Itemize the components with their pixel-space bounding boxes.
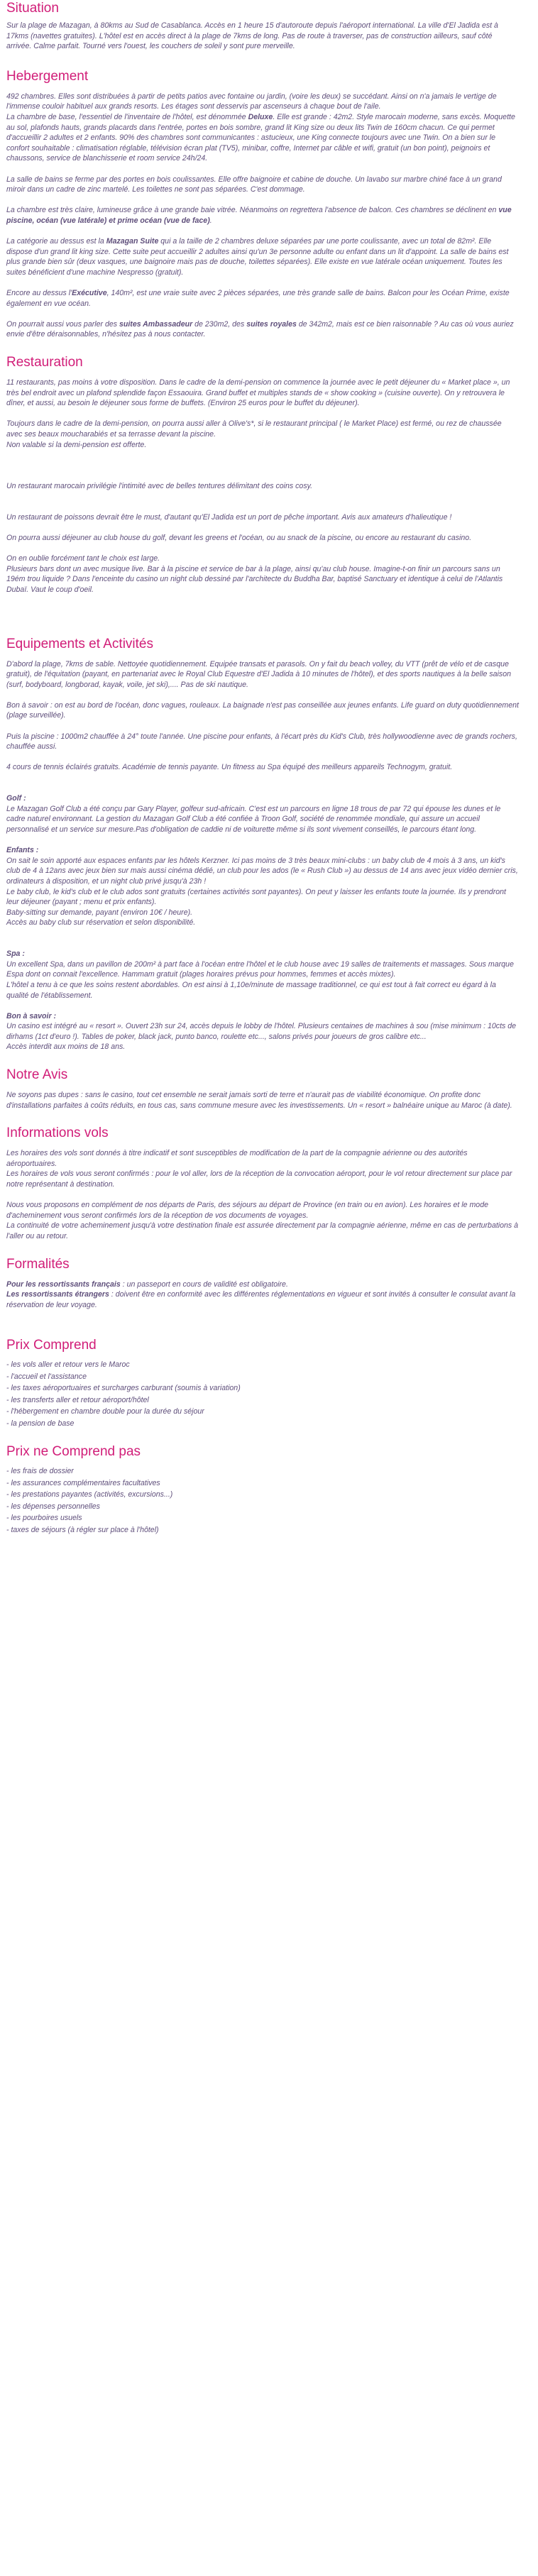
hebergement-text-4 [6,205,519,226]
section-prix-ne-comprend [6,1443,519,1536]
restauration-text-5: Un restaurant de poissons devrait être le must, d'autant qu'El Jadida est un port de pêche important. Avis aux amateurs d'halieutique ! [6,512,452,522]
room-type-deluxe: Deluxe [248,112,273,121]
enfants-heading-label: Enfants : [6,846,39,855]
golf-heading [6,793,519,804]
enfants-text-1: On sait le soin apporté aux espaces enfants par les hôtels Kerzner. Ici pas moins de 3 très beaux mini-clubs : un baby club de 4 mois à 3 ans, un kid's club de 4 à 12ans avec jeux bien sur mais aussi cinéma dédié, un club pour les ados (le « Rush Club ») au dessus de 14 ans avec jeux vidéo dernier cris, ordinateurs à disposition, et un night club privé jusqu'à 23h ! [6,856,518,886]
section-vols [6,1125,519,1241]
list-item: - les vols aller et retour vers le Maroc [6,1360,130,1370]
golf-text: Le Mazagan Golf Club a été conçu par Gary Player, golfeur sud-africain. C'est est un parcours en ligne 18 trous de par 72 qui épouse les dunes et le cadre naturel environnant. La gestion du Mazagan Golf Club a été confiée à Troon Golf, société de renommée mondiale, qui assure un accueil personnalisé et un service sur mesure.Pas d'obligation de caddie ni de voiturette même si ils sont vivement conseillés, le parcours étant long. [6,804,501,834]
section-title-vols: Informations vols [6,1125,109,1141]
section-title-equipements: Equipements et Activités [6,636,153,651]
vols-text-2: Les horaires de vols vous seront confirmés : pour le vol aller, lors de la réception de la convocation aéroport, pour le vol retour directement sur place par notre représentant à destination. [6,1169,512,1189]
enfants-heading [6,845,519,856]
hebergement-text-1: 492 chambres. Elles sont distribuées à partir de petits patios avec fontaine ou jardin, (voire les deux) se succédant. Ainsi on n'a jamais le vertige de l'immense couloir habituel aux grands resorts. Les étages sont desservis par ascenseurs à chaque bout de l'aile. [6,92,497,111]
section-avis [6,1067,519,1111]
bon-a-savoir-heading [6,1011,519,1022]
hebergement-text-3: La salle de bains se ferme par des portes en bois coulissantes. Elle offre baignoire et cabine de douche. Un lavabo sur marbre chiné face à un grand miroir dans un cadre de zinc martelé. Les toilettes ne sont pas séparées. C'est dommage. [6,175,502,194]
section-prix-comprend [6,1337,519,1429]
restauration-text-6: On pourra aussi déjeuner au club house du golf, devant les greens et l'océan, ou au snack de la piscine, ou encore au restaurant du casino. [6,533,472,542]
restauration-text-3: Non valable si la demi-pension est offerte. [6,440,147,449]
text-span: La chambre est très claire, lumineuse grâce à une grande baie vitrée. Néanmoins on regrettera l'absence de balcon. Ces chambres se déclinent en [6,206,499,215]
spa-text-1: Un excellent Spa, dans un pavillon de 200m² à part face à l'océan entre l'hôtel et le club house avec 19 salles de traitements et massages. Sous marque Espa dont on connait l'excellence. Hammam gratuit (plages horaires prévus pour hommes, femmes et accès mixtes). [6,959,514,979]
equipements-text-2: Bon à savoir : on est au bord de l'océan, donc vagues, rouleaux. La baignade n'est pas conseillée aux jeunes enfants. Life guard on duty quotidiennement (plage surveillée). [6,700,519,720]
room-type-ambassadeur: suites Ambassadeur [119,319,193,329]
text-span: La chambre de base, l'essentiel de l'inventaire de l'hôtel, est dénommée [6,112,248,121]
text-span: La catégorie au dessus est la [6,237,106,246]
equipements-text-1: D'abord la plage, 7kms de sable. Nettoyée quotidiennement. Equipée transats et parasols. On y fait du beach volley, du VTT (prêt de vélo et de casque gratuit), de l'équitation (payant, en partenariat avec le Royal Club Equestre d'El Jadida à 10 minutes de l'hôtel), et des sports nautiques à la belle saison (surf, bodyboard, longborad, kayak, voile, jet ski),.... Pas de ski nautique. [6,659,511,689]
formalites-text-1 [6,1279,519,1290]
text-span: de 342m2, mais est ce bien raisonnable ? Au cas où vous auriez envie d'être déraisonnables, n'hésitez pas à nous contacter. [6,319,514,339]
section-title-prix-ne-comprend: Prix ne Comprend pas [6,1444,141,1460]
list-item: - les prestations payantes (activités, excursions...) [6,1490,173,1499]
section-title-avis: Notre Avis [6,1067,68,1083]
list-item: - les taxes aéroportuaires et surcharges carburant (soumis à variation) [6,1384,241,1393]
section-title-hebergement: Hebergement [6,68,89,84]
equipements-text-4: 4 cours de tennis éclairés gratuits. Académie de tennis payante. Un fitness au Spa équipé des meilleurs appareils Technogym, gratuit. [6,763,453,772]
room-type-royale: suites royales [246,319,297,329]
equipements-text-3: Puis la piscine : 1000m2 chauffée à 24° toute l'année. Une piscine pour enfants, à l'écart près du Kid's Club, très hollywoodienne avec de grands rochers, chauffée aussi. [6,732,517,752]
enfants-text-2: Le baby club, le kid's club et le club ados sont gratuits (certaines activités sont payantes). On peut y laisser les enfants toute la journée. Ils y prendront leur déjeuner (payant ; menu et prix enfants). [6,887,506,907]
text-span: . Elle est grande : 42m2. Style marocain moderne, sans excès. Moquette au sol, plafonds hauts, grands placards dans l'entrée, portes en bois sombre, grand lit King size ou deux lits Twin de 160cm chacun. Ce qui permet d'accueillir 2 adultes et 2 enfants. 90% des chambres sont communicantes : astucieux, une King connecte toujours avec une Twin. On a bien sur le confort souhaitable : climatisation réglable, télévision écran plat (TV5), minibar, coffre, Internet par câble et wifi, gratuit (un bon point), peignoirs et chaussons, service de blanchisserie et room service 24h/24. [6,112,515,163]
text-span: . [209,216,212,225]
list-item: - les assurances complémentaires facultatives [6,1478,160,1487]
list-item: - la pension de base [6,1419,75,1428]
prix-ne-comprend-list [6,1465,519,1536]
list-item: - l'accueil et l'assistance [6,1372,87,1381]
spa-text-2: L'hôtel a tenu à ce que les soins restent abordables. On est ainsi à 1,10e/minute de massage traditionnel, ce qui est tout à fait correct eu égard à la qualité de l'établissement. [6,980,496,1000]
vols-text-4: La continuité de votre acheminement jusqu'à votre destination finale est assurée directement par la compagnie aérienne, même en cas de perturbations à l'aller ou au retour. [6,1221,519,1240]
prix-comprend-list [6,1359,519,1429]
restauration-text-8: Plusieurs bars dont un avec musique live. Bar à la piscine et service de bar à la plage, ainsi qu'au club house. Imagine-t-on finir un parcours sans un 19ém trou liquide ? Dans l'enceinte du casino un night club dessiné par l'architecte du Buddha Bar, baptisé Sanctuary et identique à celui de l'Atlantis Dubaï. Vaut le coup d'oeil. [6,564,503,594]
text-span: : un passeport en cours de validité est obligatoire. [120,1279,288,1289]
enfants-text-3: Baby-sitting sur demande, payant (environ 10€ / heure). [6,908,193,917]
spa-heading-label: Spa : [6,950,25,959]
text-span: de 230m2, des [192,319,247,329]
text-span: On pourrait aussi vous parler des [6,319,119,329]
text-span: Encore au dessus l' [6,289,72,298]
golf-heading-label: Golf : [6,794,26,803]
list-item: - les frais de dossier [6,1467,74,1476]
bon-a-savoir-label: Bon à savoir : [6,1011,57,1020]
room-type-executive: Exécutive [72,289,107,298]
text-span: , 140m², est une vraie suite avec 2 pièces séparées, une très grande salle de bains. Balcon pour les Océan Prime, existe également en vue océan. [6,289,510,308]
formalites-label-francais: Pour les ressortissants français [6,1279,121,1289]
hebergement-text-5 [6,236,519,277]
section-title-prix-comprend: Prix Comprend [6,1338,97,1353]
formalites-text-2 [6,1289,519,1310]
restauration-text-2: Toujours dans le cadre de la demi-pension, on pourra aussi aller à Olive's*, si le restaurant principal ( le Market Place) est fermé, ou rez de chaussée avec ses beaux moucharabiés et sa terrasse devant la piscine. [6,419,502,439]
avis-text: Ne soyons pas dupes : sans le casino, tout cet ensemble ne serait jamais sorti de terre et n'aurait pas de viabilité économique. On profite donc d'installations parfaites à coûts réduits, en tous cas, sans commune mesure avec les investissements. Un « resort » balnéaire unique au Maroc (à date). [6,1091,512,1110]
list-item: - les pourboires usuels [6,1514,82,1523]
spa-heading [6,949,519,959]
hebergement-text-7 [6,319,519,340]
list-item: - taxes de séjours (à régler sur place à l'hôtel) [6,1525,159,1534]
hebergement-text-2 [6,112,519,164]
section-situation [6,0,519,52]
vols-text-3: Nous vous proposons en complément de nos départs de Paris, des séjours au départ de Province (en train ou en avion). Les horaires et le mode d'acheminement vous seront confirmés lors de la réception de vos documents de voyages. [6,1201,488,1220]
formalites-label-etrangers: Les ressortissants étrangers [6,1290,109,1299]
section-restauration [6,354,519,595]
list-item: - les dépenses personnelles [6,1502,100,1511]
vols-text-1: Les horaires des vols sont donnés à titre indicatif et sont susceptibles de modification de la part de la compagnie aérienne ou des autorités aéroportuaires. [6,1149,468,1168]
enfants-text-4: Accès au baby club sur réservation et selon disponibilité. [6,918,196,928]
hebergement-text-6 [6,288,519,309]
casino-text-1: Un casino est intégré au « resort ». Ouvert 23h sur 24, accès depuis le lobby de l'hôtel. Plusieurs centaines de machines à sou (mise minimum : 10cts de dirhams (1ct d'euro !). Tables de poker, black jack, punto banco, roulette etc..., salons privés pour joueurs de gros calibre etc... [6,1022,517,1041]
section-title-situation: Situation [6,1,59,16]
restauration-text-7: On en oublie forcément tant le choix est large. [6,554,160,563]
section-title-restauration: Restauration [6,355,83,370]
restauration-text-4: Un restaurant marocain privilégie l'intimité avec de belles tentures délimitant des coins cosy. [6,481,313,490]
room-type-mazagan-suite: Mazagan Suite [106,237,159,246]
list-item: - les transferts aller et retour aéroport/hôtel [6,1395,149,1404]
restauration-text-1: 11 restaurants, pas moins à votre disposition. Dans le cadre de la demi-pension on commence la journée avec le petit déjeuner du « Market place », un très bel endroit avec un plafond splendide façon Essaouira. Grand buffet et multiples stands de « show cooking » (cuisine ouverte). On y retrouvera le dîner, et aussi, au besoin le déjeuner sous forme de buffets. (Environ 25 euros pour le buffet du déjeuner). [6,378,510,408]
list-item: - l'hébergement en chambre double pour la durée du séjour [6,1407,204,1416]
section-hebergement [6,68,519,340]
section-formalites [6,1256,519,1311]
section-title-formalites: Formalités [6,1256,70,1272]
text-span: : doivent être en conformité avec les différentes réglementations en vigueur et sont invités à consulter le consulat avant la réservation de leur voyage. [6,1290,516,1309]
text-span: qui a la taille de 2 chambres deluxe séparées par une porte coulissante, avec un total de 82m². Elle dispose d'un grand lit king size. Cette suite peut accueillir 2 adultes ainsi qu'un 3e personne adulte ou enfant dans un lit d'appoint. La salle de bains est plus grande bien sûr (deux vasques, une baignoire mais pas de douche, toilettes séparées). Elle existe en vue latérale océan uniquement. Toutes les suites bénéficient d'une machine Nespresso (gratuit). [6,237,509,277]
situation-text: Sur la plage de Mazagan, à 80kms au Sud de Casablanca. Accès en 1 heure 15 d'autoroute depuis l'aéroport international. La ville d'El Jadida est à 17kms (navettes gratuites). L'hôtel est en accès direct à la plage de 7kms de long. Pas de route à traverser, pas de construction ailleurs, sauf côté arrivée. Calme parfait. Tourné vers l'ouest, les couchers de soleil y sont pure merveille. [6,21,498,51]
room-views: vue piscine, océan (vue latérale) et prime océan (vue de face) [6,206,512,225]
section-equipements [6,636,519,1053]
casino-text-2: Accès interdit aux moins de 18 ans. [6,1042,126,1052]
